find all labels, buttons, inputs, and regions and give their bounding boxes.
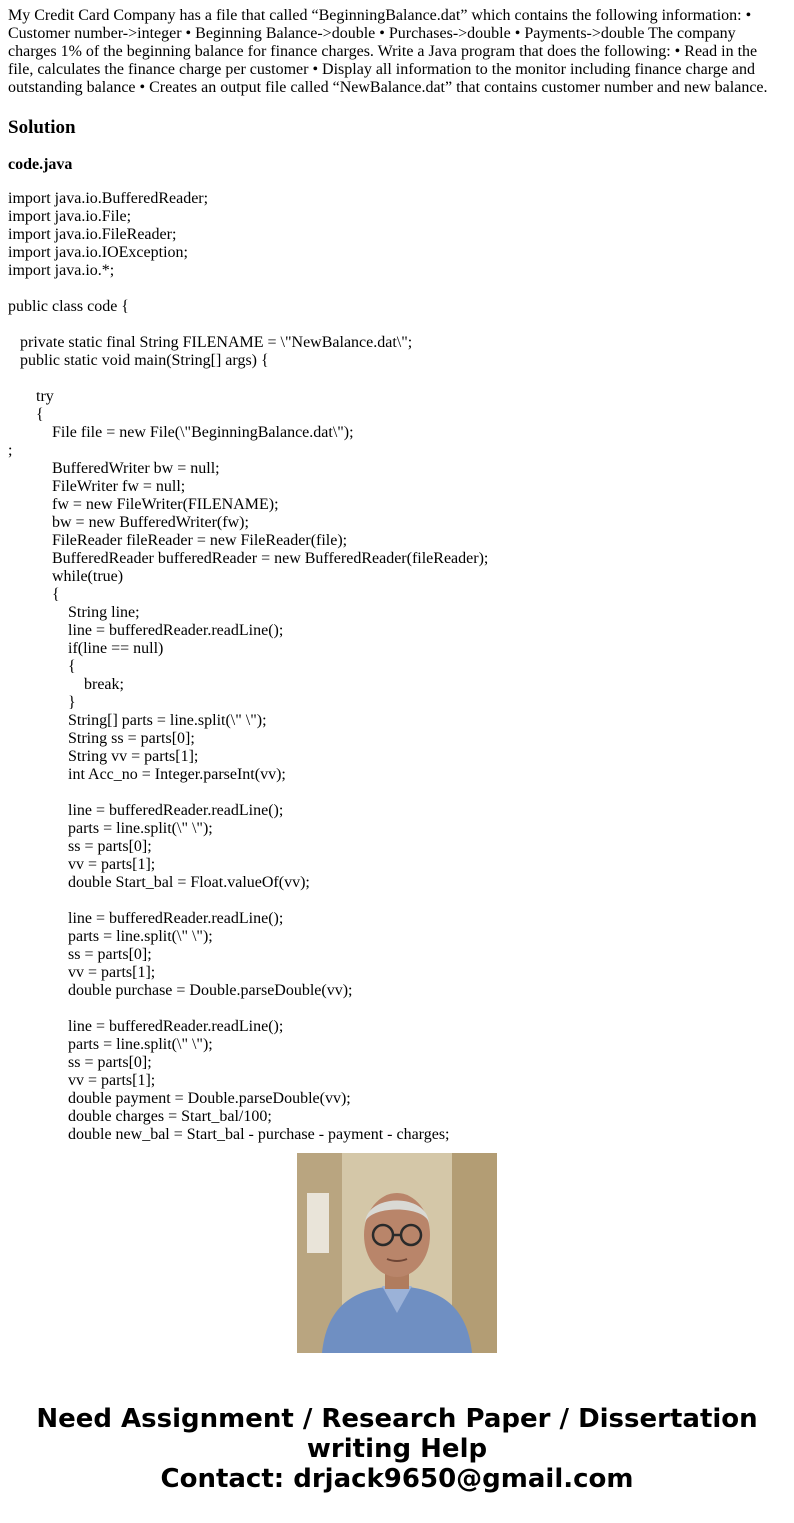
code-line: {	[8, 406, 44, 423]
promo-contact: Contact: drjack9650@gmail.com	[160, 1464, 634, 1494]
code-line: String ss = parts[0];	[8, 730, 195, 747]
code-line: vv = parts[1];	[8, 1072, 156, 1089]
code-line: import java.io.FileReader;	[8, 226, 177, 243]
promo-line-1: Need Assignment / Research Paper / Dissertation	[36, 1404, 758, 1434]
promo-line-2: writing Help	[306, 1434, 488, 1464]
code-line: String line;	[8, 604, 140, 621]
code-line: {	[8, 586, 60, 603]
code-line	[8, 1000, 788, 1018]
code-line: line = bufferedReader.readLine();	[8, 910, 284, 927]
code-line: FileReader fileReader = new FileReader(file);	[8, 532, 348, 549]
question-text: My Credit Card Company has a file that called “BeginningBalance.dat” which contains the following information: • Customer number->integer • Beginning Balance->double • Purchases->double • Payments->double The company charges 1% of the beginning balance for finance charges. Write a Java program that does the following: • Read in the file, calculates the finance charge per customer • Display all information to the monitor including finance charge and outstanding balance • Creates an output file called “NewBalance.dat” that contains customer number and new balance.	[8, 7, 768, 96]
promo-banner	[0, 1404, 794, 1494]
code-line	[8, 280, 788, 298]
code-line: BufferedWriter bw = null;	[8, 460, 220, 477]
code-line: parts = line.split(\" \");	[8, 928, 213, 945]
code-line: break;	[8, 676, 124, 693]
code-line: {	[8, 658, 76, 675]
code-line: import java.io.BufferedReader;	[8, 190, 209, 207]
code-line: line = bufferedReader.readLine();	[8, 622, 284, 639]
code-line: ss = parts[0];	[8, 838, 152, 855]
code-line: if(line == null)	[8, 640, 164, 657]
code-line: ss = parts[0];	[8, 946, 152, 963]
code-line: vv = parts[1];	[8, 964, 156, 981]
code-line: line = bufferedReader.readLine();	[8, 802, 284, 819]
code-line: double new_bal = Start_bal - purchase - payment - charges;	[8, 1126, 450, 1143]
code-line: double purchase = Double.parseDouble(vv);	[8, 982, 353, 999]
code-line: import java.io.*;	[8, 262, 115, 279]
code-block	[8, 190, 788, 1143]
code-line: try	[8, 388, 54, 405]
code-line: ;	[8, 442, 13, 459]
code-line: }	[8, 694, 76, 711]
code-line: parts = line.split(\" \");	[8, 820, 213, 837]
solution-heading: Solution	[8, 117, 76, 138]
code-line	[8, 370, 788, 388]
code-line: public static void main(String[] args) {	[8, 352, 269, 369]
code-line: FileWriter fw = null;	[8, 478, 186, 495]
code-line: double charges = Start_bal/100;	[8, 1108, 272, 1125]
code-line: public class code {	[8, 298, 129, 315]
code-line: parts = line.split(\" \");	[8, 1036, 213, 1053]
code-line: line = bufferedReader.readLine();	[8, 1018, 284, 1035]
code-line: while(true)	[8, 568, 124, 585]
code-line: import java.io.IOException;	[8, 244, 188, 261]
code-line: import java.io.File;	[8, 208, 132, 225]
person-photo-icon	[297, 1153, 497, 1353]
code-line: double Start_bal = Float.valueOf(vv);	[8, 874, 310, 891]
code-line: File file = new File(\"BeginningBalance.dat\");	[8, 424, 354, 441]
code-line	[8, 892, 788, 910]
code-line: fw = new FileWriter(FILENAME);	[8, 496, 279, 513]
code-line: bw = new BufferedWriter(fw);	[8, 514, 249, 531]
code-line: vv = parts[1];	[8, 856, 156, 873]
code-line: String[] parts = line.split(\" \");	[8, 712, 267, 729]
code-line: int Acc_no = Integer.parseInt(vv);	[8, 766, 286, 783]
code-line	[8, 784, 788, 802]
code-line: ss = parts[0];	[8, 1054, 152, 1071]
code-line: String vv = parts[1];	[8, 748, 199, 765]
code-line: double payment = Double.parseDouble(vv);	[8, 1090, 351, 1107]
code-line: private static final String FILENAME = \"NewBalance.dat\";	[8, 334, 413, 351]
code-file-name: code.java	[8, 156, 73, 173]
code-line: BufferedReader bufferedReader = new BufferedReader(fileReader);	[8, 550, 489, 567]
code-line	[8, 316, 788, 334]
avatar	[297, 1153, 497, 1353]
